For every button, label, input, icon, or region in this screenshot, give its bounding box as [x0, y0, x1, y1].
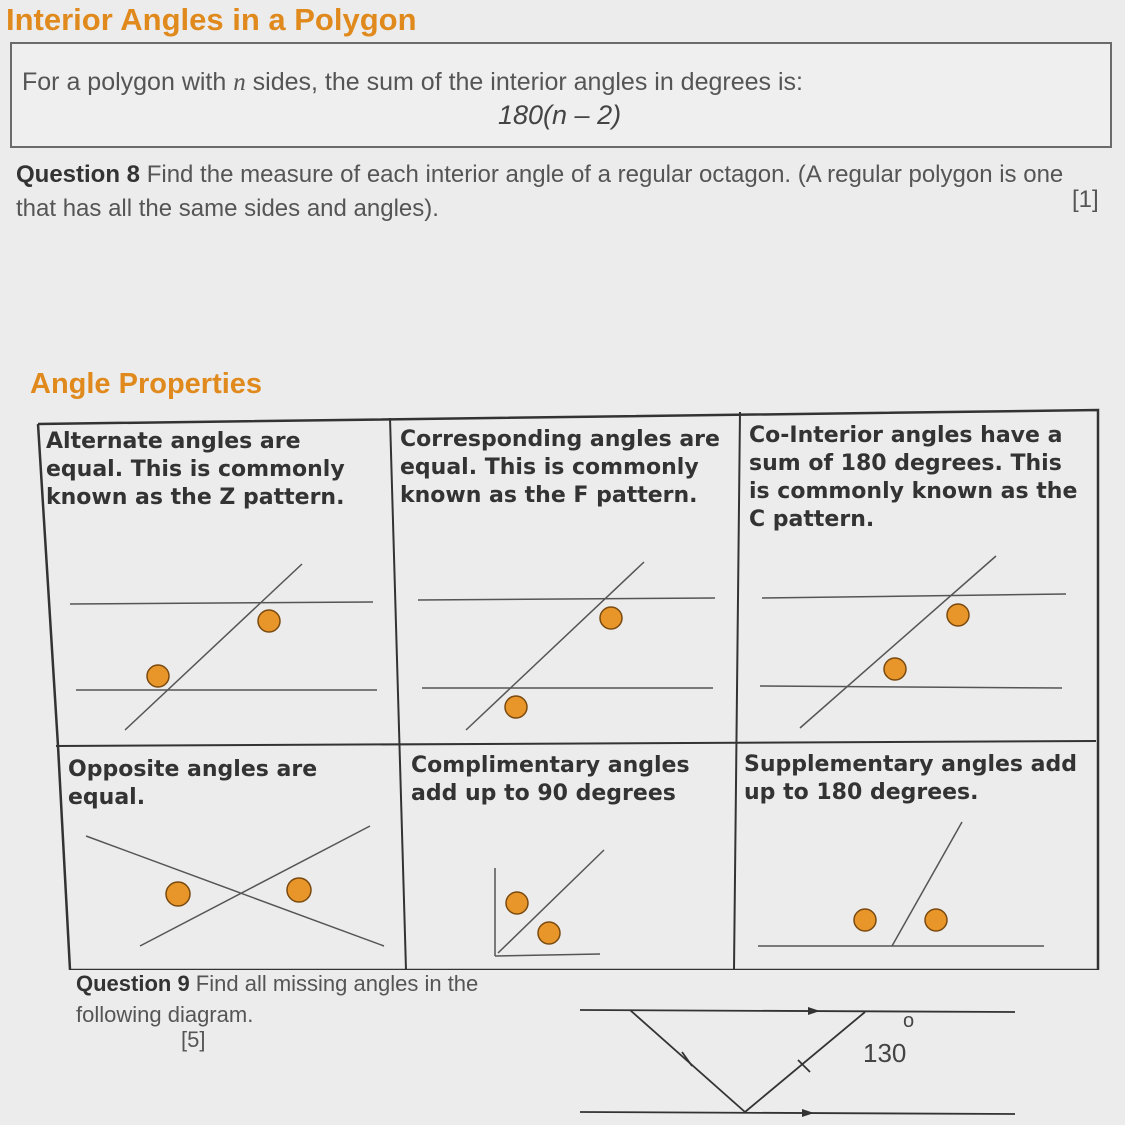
angle-properties-heading: Angle Properties	[30, 368, 263, 400]
page-title: Interior Angles in a Polygon	[6, 2, 417, 37]
angle-marker	[947, 604, 969, 626]
question-9	[76, 968, 516, 1030]
question-9-diagram	[570, 990, 1020, 1125]
angle-marker	[884, 658, 906, 680]
angle-marker	[505, 696, 527, 718]
angle-marker	[147, 665, 169, 687]
formula-box	[10, 42, 1112, 148]
angle-properties-table	[30, 408, 1100, 970]
angle-marker	[854, 909, 876, 931]
formula-statement: For a polygon with n sides, the sum of the interior angles in degrees is:	[22, 68, 803, 96]
angle-marker	[287, 878, 311, 902]
given-angle-label: 130	[863, 1038, 907, 1068]
angle-marker	[506, 892, 528, 914]
co-interior-angles-text: Co-Interior angles have a sum of 180 degrees. This is commonly known as the C pattern.	[749, 423, 1078, 532]
question-9-mark: [5]	[181, 1027, 206, 1052]
angle-marker	[166, 882, 190, 906]
formula-expression: 180(n – 2)	[498, 100, 622, 130]
corresponding-angles-text: Corresponding angles are equal. This is commonly known as the F pattern.	[400, 427, 720, 508]
angle-marker	[258, 610, 280, 632]
angle-marker	[600, 607, 622, 629]
question-8-mark: [1]	[1072, 186, 1099, 213]
question-9-label: Question 9	[76, 971, 190, 996]
angle-marker	[538, 922, 560, 944]
supplementary-angles-text: Supplementary angles add up to 180 degrees.	[744, 752, 1077, 805]
complementary-angles-text: Complimentary angles add up to 90 degrees	[411, 753, 690, 806]
degree-symbol: o	[903, 1010, 915, 1032]
alternate-angles-text: Alternate angles are equal. This is commonly known as the Z pattern.	[46, 429, 345, 510]
question-8-label: Question 8	[16, 161, 141, 188]
question-8-text: Find the measure of each interior angle of a regular octagon. (A regular polygon is one that has all the same sides and angles).	[16, 161, 1064, 222]
question-8	[16, 158, 1086, 226]
opposite-angles-text: Opposite angles are equal.	[68, 757, 318, 810]
question-9-text: Find all missing angles in the following diagram.	[76, 971, 479, 1027]
angle-marker	[925, 909, 947, 931]
